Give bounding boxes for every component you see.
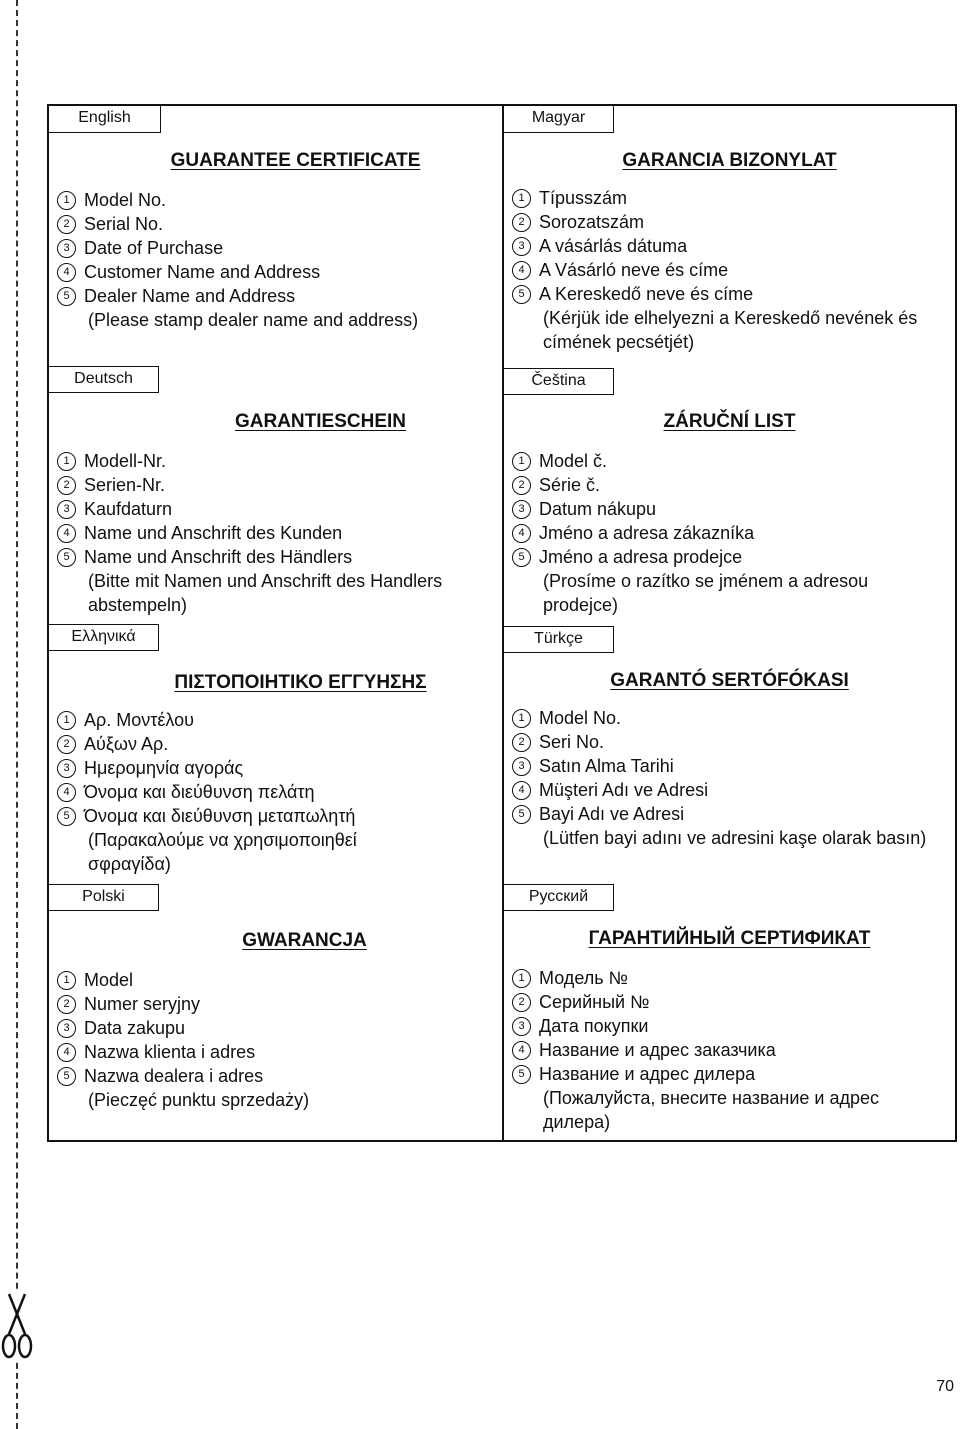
item-note: (Kérjük ide elhelyezni a Kereskedő nevének és címének pecsétjét) — [543, 308, 918, 352]
item-text: Model č. — [539, 451, 608, 471]
language-tab: Čeština — [504, 368, 614, 395]
number-circle: 1 — [512, 189, 531, 208]
number-circle: 4 — [57, 524, 76, 543]
list-item — [512, 282, 945, 306]
item-note: (Lütfen bayi adını ve adresini kaşe olarak basın) — [543, 828, 927, 848]
item-text: Típusszám — [539, 188, 628, 208]
item-text: Model — [84, 970, 134, 990]
list-item — [512, 1062, 945, 1086]
number-circle: 2 — [57, 215, 76, 234]
item-text: Серийный № — [539, 992, 650, 1012]
number-circle: 4 — [512, 524, 531, 543]
cut-line — [16, 0, 18, 1429]
block-heading: GWARANCJA — [242, 930, 367, 951]
list-item — [512, 966, 945, 990]
item-list — [57, 449, 492, 617]
item-text: Модель № — [539, 968, 628, 988]
list-item — [57, 284, 492, 308]
item-text: Customer Name and Address — [84, 262, 321, 282]
number-circle: 4 — [512, 781, 531, 800]
item-text: Data zakupu — [84, 1018, 186, 1038]
number-circle: 2 — [512, 993, 531, 1012]
item-text: Model No. — [84, 190, 167, 210]
item-text: Όνομα και διεύθυνση πελάτη — [84, 782, 315, 802]
item-list — [512, 966, 945, 1134]
item-list — [57, 188, 492, 332]
block-deutsch — [49, 366, 502, 624]
language-tab: Magyar — [504, 106, 614, 133]
number-circle: 1 — [512, 452, 531, 471]
item-text: Name und Anschrift des Kunden — [84, 523, 343, 543]
block-polski — [49, 884, 502, 1140]
list-item — [57, 1064, 492, 1088]
block-heading: ΠΙΣΤΟΠΟΙΗΤΙΚΟ ΕΓΓΥΗΣΗΣ — [174, 672, 427, 693]
list-item — [57, 804, 492, 828]
item-note: (Pieczęć punktu sprzedaży) — [88, 1090, 310, 1110]
item-text: Kaufdaturn — [84, 499, 173, 519]
item-text: Müşteri Adı ve Adresi — [539, 780, 709, 800]
number-circle: 3 — [57, 500, 76, 519]
list-item — [57, 756, 492, 780]
language-tab: Ελληνικά — [49, 624, 159, 651]
number-circle: 3 — [512, 1017, 531, 1036]
list-item — [512, 730, 945, 754]
number-circle: 5 — [57, 807, 76, 826]
number-circle: 1 — [57, 452, 76, 471]
number-circle: 5 — [57, 1067, 76, 1086]
number-circle: 5 — [512, 548, 531, 567]
number-circle: 2 — [57, 476, 76, 495]
list-item — [57, 497, 492, 521]
list-item — [57, 545, 492, 569]
list-item — [512, 802, 945, 826]
item-text: Όνομα και διεύθυνση μεταπωλητή — [84, 806, 356, 826]
list-item — [512, 210, 945, 234]
number-circle: 5 — [512, 1065, 531, 1084]
item-note: (Παρακαλούμε να χρησιμοποιηθεί σφραγίδα) — [88, 830, 357, 874]
list-item — [512, 706, 945, 730]
item-list — [57, 708, 492, 876]
item-text: Serial No. — [84, 214, 164, 234]
list-item — [512, 990, 945, 1014]
list-item — [57, 449, 492, 473]
item-note: (Prosíme o razítko se jménem a adresou prodejce) — [543, 571, 869, 615]
list-item — [512, 473, 945, 497]
item-text: Name und Anschrift des Händlers — [84, 547, 353, 567]
block-heading: GUARANTEE CERTIFICATE — [170, 150, 421, 171]
item-text: Αύξων Αρ. — [84, 734, 169, 754]
list-item — [512, 754, 945, 778]
item-text: Dealer Name and Address — [84, 286, 296, 306]
item-list — [512, 449, 945, 617]
item-text: Название и адрес заказчика — [539, 1040, 776, 1060]
item-text: Jméno a adresa prodejce — [539, 547, 743, 567]
item-text: Modell-Nr. — [84, 451, 167, 471]
number-circle: 1 — [57, 191, 76, 210]
item-text: Название и адрес дилера — [539, 1064, 756, 1084]
item-text: Model No. — [539, 708, 622, 728]
block-english — [49, 106, 502, 364]
item-note: (Please stamp dealer name and address) — [88, 310, 419, 330]
number-circle: 4 — [512, 261, 531, 280]
item-text: Αρ. Μοντέλου — [84, 710, 194, 730]
number-circle: 1 — [512, 969, 531, 988]
item-text: A Kereskedő neve és címe — [539, 284, 754, 304]
number-circle: 3 — [512, 500, 531, 519]
list-item — [512, 545, 945, 569]
item-text: Bayi Adı ve Adresi — [539, 804, 685, 824]
list-item — [512, 1014, 945, 1038]
block-heading: GARANCIA BIZONYLAT — [622, 150, 837, 171]
number-circle: 2 — [512, 733, 531, 752]
item-text: Ημερομηνία αγοράς — [84, 758, 244, 778]
number-circle: 4 — [57, 263, 76, 282]
item-text: Série č. — [539, 475, 601, 495]
item-text: Дата покупки — [539, 1016, 649, 1036]
number-circle: 4 — [512, 1041, 531, 1060]
number-circle: 5 — [512, 805, 531, 824]
block-magyar — [504, 106, 955, 364]
list-item — [57, 1016, 492, 1040]
item-text: Satın Alma Tarihi — [539, 756, 674, 776]
block-russkiy — [504, 884, 955, 1140]
guarantee-grid — [47, 104, 957, 1142]
number-circle: 3 — [57, 1019, 76, 1038]
list-item — [57, 732, 492, 756]
block-turkce — [504, 626, 955, 882]
item-note: (Bitte mit Namen und Anschrift des Handlers abstempeln) — [88, 571, 443, 615]
number-circle: 5 — [512, 285, 531, 304]
language-tab: Русский — [504, 884, 614, 911]
language-tab: Deutsch — [49, 366, 159, 393]
list-item — [512, 1038, 945, 1062]
list-item — [512, 186, 945, 210]
number-circle: 2 — [57, 735, 76, 754]
item-text: Numer seryjny — [84, 994, 201, 1014]
number-circle: 1 — [57, 711, 76, 730]
item-text: Nazwa klienta i adres — [84, 1042, 256, 1062]
block-heading: GARANTIESCHEIN — [234, 411, 406, 432]
item-text: Jméno a adresa zákazníka — [539, 523, 755, 543]
list-item — [57, 188, 492, 212]
list-item — [512, 778, 945, 802]
item-list — [57, 968, 492, 1112]
item-text: Nazwa dealera i adres — [84, 1066, 264, 1086]
language-tab: Polski — [49, 884, 159, 911]
list-item — [57, 780, 492, 804]
language-tab: English — [49, 106, 161, 133]
list-item — [512, 258, 945, 282]
list-item — [57, 236, 492, 260]
list-item — [512, 497, 945, 521]
number-circle: 4 — [57, 783, 76, 802]
number-circle: 2 — [512, 476, 531, 495]
list-item — [57, 473, 492, 497]
item-text: Datum nákupu — [539, 499, 657, 519]
number-circle: 1 — [512, 709, 531, 728]
item-list — [512, 186, 945, 354]
list-item — [57, 992, 492, 1016]
item-text: Sorozatszám — [539, 212, 645, 232]
number-circle: 2 — [57, 995, 76, 1014]
list-item — [57, 260, 492, 284]
item-text: Seri No. — [539, 732, 605, 752]
item-text: Serien-Nr. — [84, 475, 166, 495]
number-circle: 5 — [57, 548, 76, 567]
item-list — [512, 706, 945, 850]
list-item — [512, 234, 945, 258]
number-circle: 4 — [57, 1043, 76, 1062]
number-circle: 3 — [57, 239, 76, 258]
page-number: 70 — [936, 1378, 954, 1395]
scissors-icon — [0, 1290, 34, 1362]
language-tab: Türkçe — [504, 626, 614, 653]
block-heading: ZÁRUČNÍ LIST — [663, 411, 796, 432]
number-circle: 1 — [57, 971, 76, 990]
block-ellinika — [49, 624, 502, 882]
item-text: A vásárlás dátuma — [539, 236, 688, 256]
list-item — [512, 521, 945, 545]
block-heading: ГАРАНТИЙНЫЙ СЕРТИФИКАТ — [588, 928, 871, 949]
number-circle: 2 — [512, 213, 531, 232]
list-item — [512, 449, 945, 473]
list-item — [57, 212, 492, 236]
item-note: (Пожалуйста, внесите название и адрес дилера) — [543, 1088, 879, 1132]
list-item — [57, 521, 492, 545]
item-text: Date of Purchase — [84, 238, 224, 258]
list-item — [57, 708, 492, 732]
number-circle: 3 — [512, 237, 531, 256]
number-circle: 5 — [57, 287, 76, 306]
block-cestina — [504, 368, 955, 624]
list-item — [57, 1040, 492, 1064]
number-circle: 3 — [512, 757, 531, 776]
number-circle: 3 — [57, 759, 76, 778]
list-item — [57, 968, 492, 992]
block-heading: GARANTÓ SERTÓFÓKASI — [610, 670, 849, 691]
item-text: A Vásárló neve és címe — [539, 260, 729, 280]
